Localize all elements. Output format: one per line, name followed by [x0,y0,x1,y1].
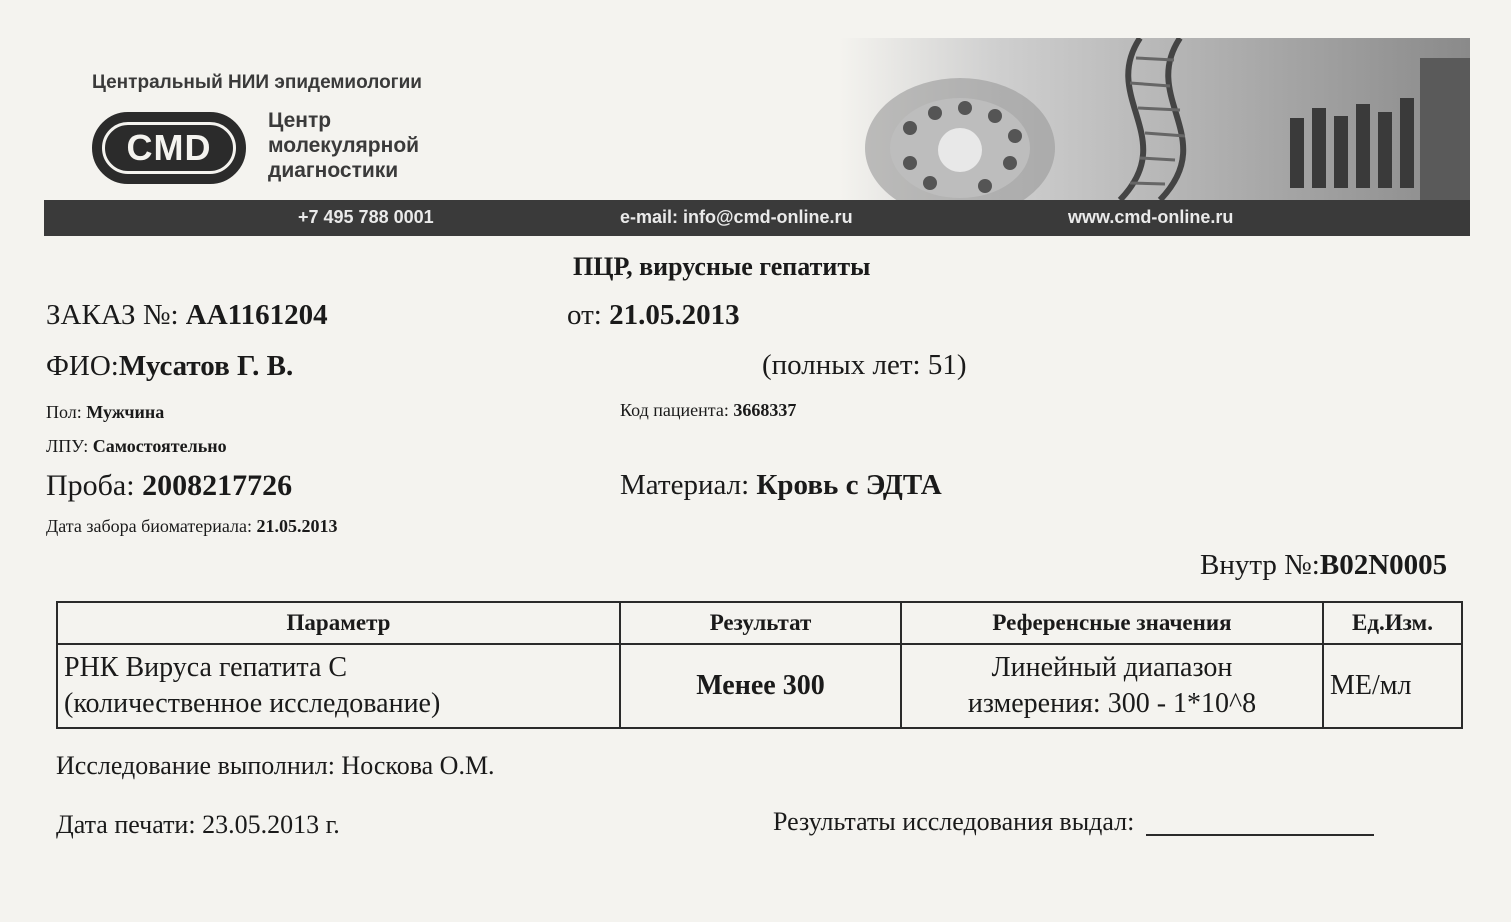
cell-reference [901,644,1323,728]
performed-by: Исследование выполнил: Носкова О.М. [56,751,495,780]
sex-value: Мужчина [86,402,165,422]
patient-code-value: 3668337 [733,400,797,420]
phone-number: +7 495 788 0001 [298,207,434,227]
logo-text: CMD [126,127,212,168]
lpu-value: Самостоятельно [92,436,227,456]
banner-image [840,38,1470,200]
header-parameter: Параметр [57,602,620,644]
issued-by: Результаты исследования выдал: [773,807,1135,836]
internal-number [1200,549,1447,582]
cell-result: Менее 300 [620,644,901,728]
contact-bar [44,200,1470,236]
email-address: e-mail: info@cmd-online.ru [620,207,853,227]
patient-code [620,400,796,421]
parameter-line-2: (количественное исследование) [64,688,441,719]
biomaterial-date-label: Дата забора биоматериала: [46,516,257,536]
patient-code-label: Код пациента: [620,400,734,420]
material [620,469,942,502]
header-reference: Референсные значения [901,602,1323,644]
date-value: 21.05.2013 [609,299,740,331]
sample-value: 2008217726 [142,469,293,502]
signature-line [1146,834,1374,836]
patient-sex [46,402,164,423]
order-label: ЗАКАЗ №: [46,299,186,331]
sex-label: Пол: [46,402,87,422]
patient-age: (полных лет: 51) [762,349,967,381]
order-value: АА1161204 [185,299,328,331]
lpu [46,436,227,457]
material-label: Материал: [620,469,757,501]
biomaterial-date-value: 21.05.2013 [256,516,338,536]
cmd-logo [92,112,246,184]
document-title: ПЦР, вирусные гепатиты [573,252,871,281]
parameter-line-1: РНК Вируса гепатита С [64,652,348,683]
table-row [57,644,1462,728]
institute-name: Центральный НИИ эпидемиологии [92,72,422,93]
order-date [567,299,740,332]
internal-value: B02N0005 [1319,549,1448,581]
date-label: от: [567,299,610,331]
material-value: Кровь с ЭДТА [756,469,942,501]
sample-label: Проба: [46,469,143,502]
center-name: Центр молекулярной диагностики [268,109,420,182]
reference-line-1: Линейный диапазон [991,652,1233,683]
lpu-label: ЛПУ: [46,436,93,456]
internal-label: Внутр №: [1200,549,1320,581]
table-header-row [57,602,1462,644]
sample-number [46,469,292,503]
header-unit: Ед.Изм. [1323,602,1462,644]
patient-name [46,350,293,383]
cell-unit: МЕ/мл [1323,644,1462,728]
header-result: Результат [620,602,901,644]
reference-line-2: измерения: 300 - 1*10^8 [967,688,1257,719]
cell-parameter [57,644,620,728]
website-address: www.cmd-online.ru [1068,207,1234,227]
results-table [56,601,1463,729]
fio-value: Мусатов Г. В. [118,350,294,382]
order-number [46,299,328,332]
print-date: Дата печати: 23.05.2013 г. [56,810,340,839]
biomaterial-date [46,516,337,537]
fio-label: ФИО: [46,350,119,382]
